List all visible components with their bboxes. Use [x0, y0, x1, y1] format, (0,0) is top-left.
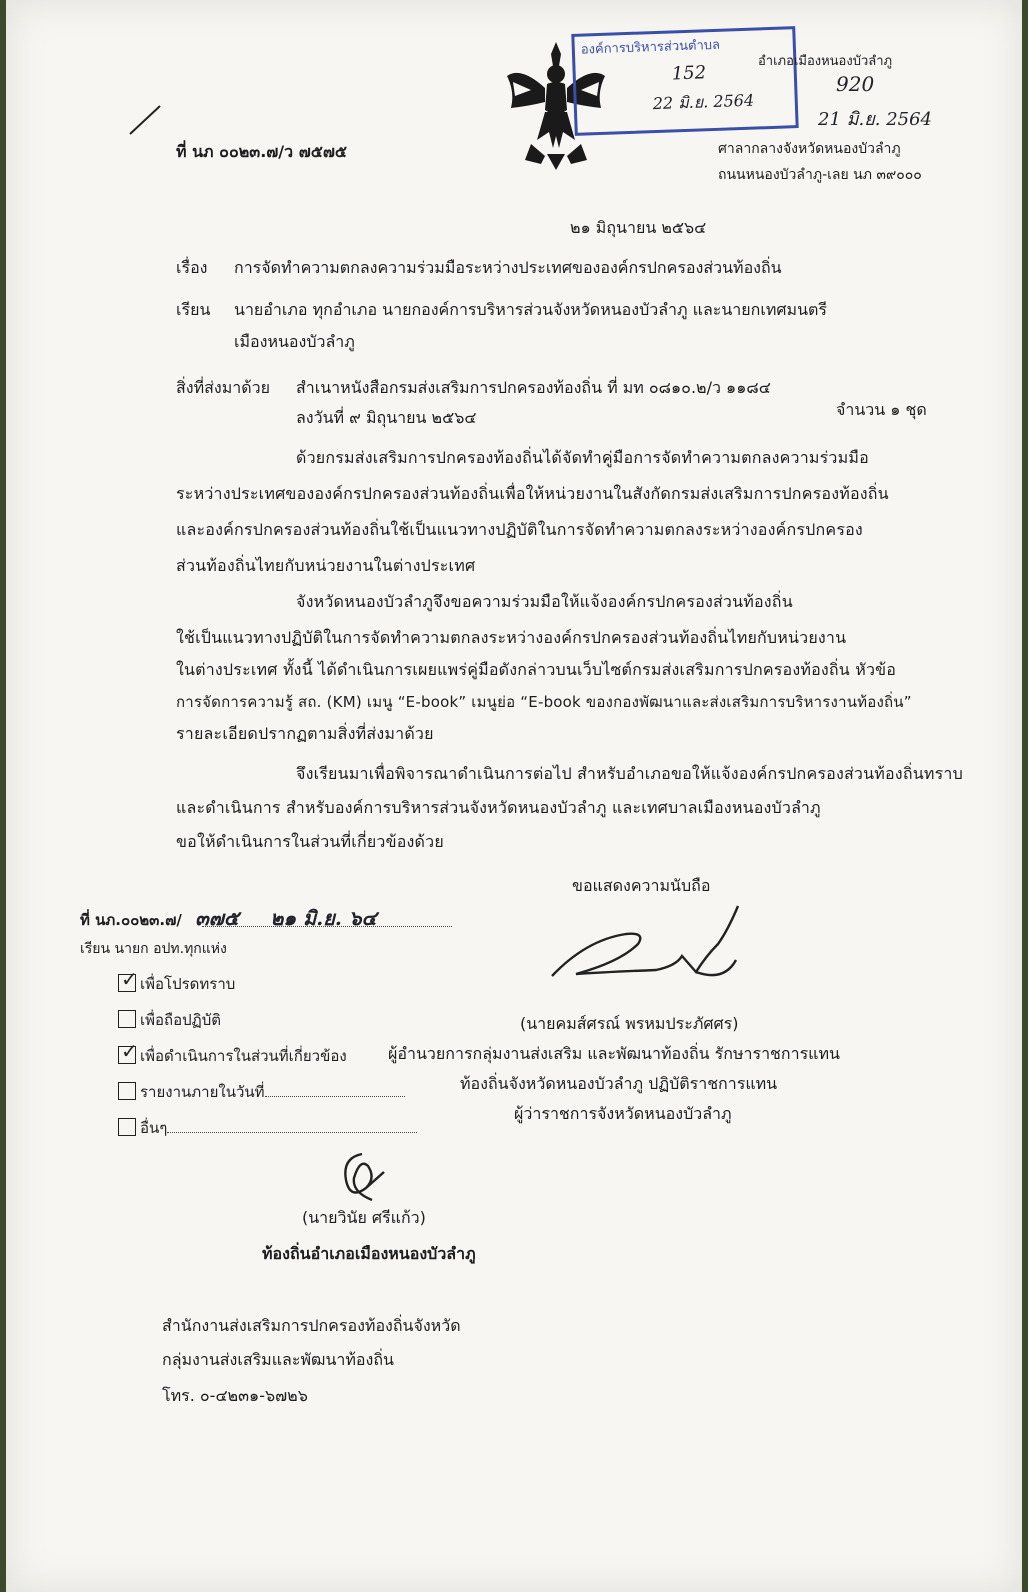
endorse-dotted-line [202, 926, 452, 927]
recipient-line-2: เมืองหนองบัวลำภู [234, 332, 355, 351]
checkbox-comply [118, 1010, 136, 1028]
option-label: เพื่อโปรดทราบ [140, 975, 236, 993]
option-label: เพื่อดำเนินการในส่วนที่เกี่ยวข้อง [140, 1047, 347, 1065]
footer-office: สำนักงานส่งเสริมการปกครองท้องถิ่นจังหวัด [162, 1316, 461, 1335]
recipient-line-1: นายอำเภอ ทุกอำเภอ นายกองค์การบริหารส่วนจังหวัดหนองบัวลำภู และนายกเทศมนตรี [234, 300, 827, 319]
checkbox-other [118, 1118, 136, 1136]
endorse-handwritten-date: ๒๑ มิ.ย. ๖๔ [270, 906, 377, 930]
p2-line-5: รายละเอียดปรากฏตามสิ่งที่ส่งมาด้วย [176, 724, 434, 743]
district-signer-name: (นายวินัย ศรีแก้ว) [302, 1208, 426, 1227]
p2-line-4: การจัดการความรู้ สถ. (KM) เมนู “E-book” เมนูย่อ “E-book ของกองพัฒนาและส่งเสริมการบริหารงานท้องถิ่น” [176, 693, 912, 711]
option-proceed [118, 1039, 347, 1068]
checkbox-proceed [118, 1039, 138, 1064]
signer-title-3: ผู้ว่าราชการจังหวัดหนองบัวลำภู [514, 1104, 732, 1123]
option-report [118, 1080, 405, 1104]
document-page [6, 0, 1022, 1592]
pen-mark [126, 100, 166, 140]
p3-line-2: และดำเนินการ สำหรับองค์การบริหารส่วนจังหวัดหนองบัวลำภู และเทศบาลเมืองหนองบัวลำภู [176, 798, 821, 817]
checkbox-report [118, 1082, 136, 1100]
recipient-label: เรียน [176, 300, 211, 319]
option-label: อื่นๆ [140, 1119, 168, 1137]
check-mark-icon: ✓ [121, 967, 138, 991]
letter-date: ๒๑ มิถุนายน ๒๕๖๔ [570, 218, 707, 237]
option-label: เพื่อถือปฏิบัติ [140, 1011, 221, 1029]
stamp-org: องค์การบริหารส่วนตำบล [580, 37, 721, 58]
checkbox-acknowledge [118, 967, 138, 992]
signer-name: (นายคมส์ศรณ์ พรหมประภัศศร) [520, 1014, 739, 1033]
subject-label: เรื่อง [176, 258, 208, 277]
stamp-date: 22 มิ.ย. 2564 [652, 90, 755, 114]
director-signature [546, 900, 746, 990]
report-date-blank [265, 1084, 405, 1097]
endorse-to: เรียน นายก อปท.ทุกแห่ง [80, 941, 227, 957]
option-other [118, 1116, 417, 1140]
option-label: รายงานภายในวันที่ [140, 1083, 265, 1101]
stamp-number: 152 [671, 62, 707, 85]
endorse-doc-prefix: ที่ นภ.๐๐๒๓.๗/ [80, 911, 182, 929]
p1-line-3: และองค์กรปกครองส่วนท้องถิ่นใช้เป็นแนวทางปฏิบัติในการจัดทำความตกลงระหว่างองค์กรปกครอง [176, 520, 863, 539]
right-stamp-number: 920 [836, 72, 875, 96]
other-blank [167, 1120, 417, 1133]
footer-phone: โทร. ๐-๔๒๓๑-๖๗๒๖ [162, 1386, 308, 1405]
receipt-stamp [571, 26, 798, 136]
district-signature [332, 1148, 392, 1208]
p3-line-3: ขอให้ดำเนินการในส่วนที่เกี่ยวข้องด้วย [176, 832, 444, 851]
endorse-doc-number [80, 902, 377, 934]
footer-division: กลุ่มงานส่งเสริมและพัฒนาท้องถิ่น [162, 1350, 394, 1369]
option-comply [118, 1008, 221, 1032]
signer-title-2: ท้องถิ่นจังหวัดหนองบัวลำภู ปฏิบัติราชการแทน [460, 1074, 778, 1093]
stamp-date-row [582, 89, 754, 120]
p1-line-1: ด้วยกรมส่งเสริมการปกครองท้องถิ่นได้จัดทำคู่มือการจัดทำความตกลงความร่วมมือ [296, 448, 869, 467]
closing-regards: ขอแสดงความนับถือ [572, 876, 711, 895]
agency-line-1: ศาลากลางจังหวัดหนองบัวลำภู [718, 141, 901, 157]
p2-line-1: จังหวัดหนองบัวลำภูจึงขอความร่วมมือให้แจ้งองค์กรปกครองส่วนท้องถิ่น [296, 592, 793, 611]
doc-number: ที่ นภ ๐๐๒๓.๗/ว ๗๕๗๕ [176, 142, 347, 161]
check-mark-icon: ✓ [121, 1039, 138, 1063]
right-stamp-office: อำเภอเมืองหนองบัวลำภู [758, 54, 893, 69]
p2-line-3: ในต่างประเทศ ทั้งนี้ ได้ดำเนินการเผยแพร่คู่มือดังกล่าวบนเว็บไซต์กรมส่งเสริมการปกครองท้องถิ่น หัวข้อ [176, 660, 897, 679]
endorse-handwritten-number: ๓๗๕ [195, 906, 239, 930]
enclosure-line-2: ลงวันที่ ๙ มิถุนายน ๒๕๖๔ [296, 408, 477, 427]
signer-title-1: ผู้อำนวยการกลุ่มงานส่งเสริม และพัฒนาท้องถิ่น รักษาราชการแทน [388, 1044, 840, 1063]
p1-line-2: ระหว่างประเทศขององค์กรปกครองส่วนท้องถิ่นเพื่อให้หน่วยงานในสังกัดกรมส่งเสริมการปกครองท้องถิ่น [176, 484, 889, 503]
agency-line-2: ถนนหนองบัวลำภู-เลย นภ ๓๙๐๐๐ [718, 167, 922, 183]
option-acknowledge [118, 967, 236, 996]
subject-text: การจัดทำความตกลงความร่วมมือระหว่างประเทศขององค์กรปกครองส่วนท้องถิ่น [234, 258, 782, 277]
p1-line-4: ส่วนท้องถิ่นไทยกับหน่วยงานในต่างประเทศ [176, 556, 476, 575]
p2-line-2: ใช้เป็นแนวทางปฏิบัติในการจัดทำความตกลงระหว่างองค์กรปกครองส่วนท้องถิ่นไทยกับหน่วยงาน [176, 628, 847, 647]
right-stamp-date: 21 มิ.ย. 2564 [818, 109, 933, 130]
enclosure-line-1: สำเนาหนังสือกรมส่งเสริมการปกครองท้องถิ่น ที่ มท ๐๘๑๐.๒/ว ๑๑๘๔ [296, 378, 771, 397]
enclosure-quantity: จำนวน ๑ ชุด [836, 400, 927, 419]
district-signer-title: ท้องถิ่นอำเภอเมืองหนองบัวลำภู [262, 1244, 476, 1263]
p3-line-1: จึงเรียนมาเพื่อพิจารณาดำเนินการต่อไป สำหรับอำเภอขอให้แจ้งองค์กรปกครองส่วนท้องถิ่นทราบ [296, 764, 963, 783]
enclosure-label: สิ่งที่ส่งมาด้วย [176, 378, 270, 397]
stamp-number-label [581, 62, 706, 87]
